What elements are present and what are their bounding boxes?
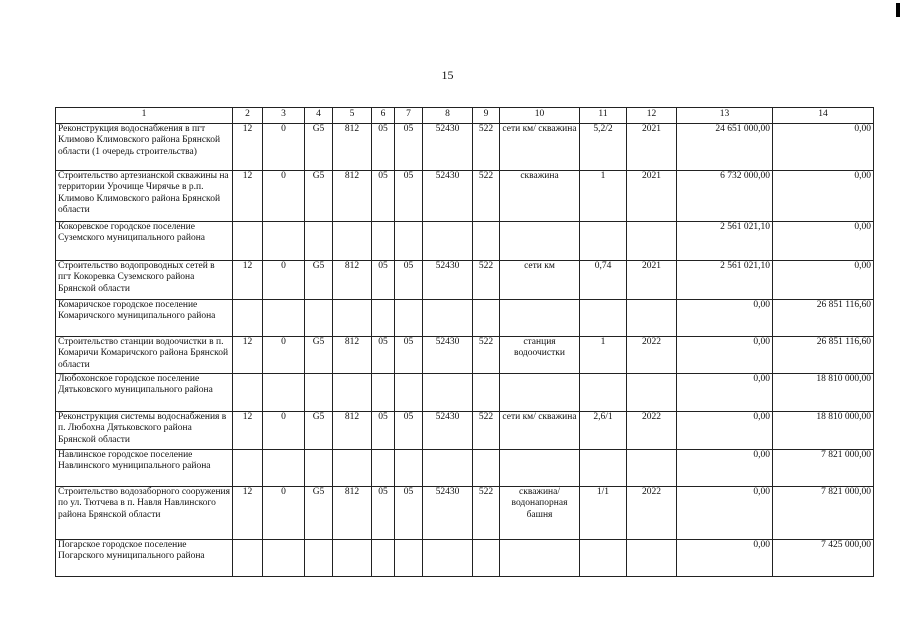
- cell-col11: 5,2/2: [580, 124, 627, 171]
- cell-col8: [423, 540, 473, 577]
- cell-col8: 52430: [423, 337, 473, 374]
- cell-col5: 812: [333, 171, 372, 222]
- cell-col6: 05: [372, 412, 395, 450]
- cell-col2: 12: [233, 261, 263, 300]
- cell-col7: 05: [395, 337, 423, 374]
- cell-col9: 522: [473, 261, 500, 300]
- cell-col8: 52430: [423, 171, 473, 222]
- col-header-7: 7: [395, 108, 423, 124]
- cell-col6: [372, 374, 395, 412]
- col-header-5: 5: [333, 108, 372, 124]
- project-name: Строительство артезианской скважины на территории Урочище Чирячье в р.п. Климово Климовского района Брянской области: [56, 171, 233, 222]
- settlement-name: Навлинское городское поселение Навлинского муниципального района: [56, 450, 233, 487]
- cell-col3: 0: [263, 171, 305, 222]
- cell-col12: [627, 540, 677, 577]
- cell-col9: 522: [473, 412, 500, 450]
- scan-mark: [896, 3, 900, 17]
- header-row: [56, 108, 874, 124]
- cell-col10: [500, 222, 580, 261]
- settlement-name: Погарское городское поселение Погарского муниципального района: [56, 540, 233, 577]
- table-row: [56, 171, 874, 222]
- cell-col10: сети км/ скважина: [500, 124, 580, 171]
- cell-col9: 522: [473, 124, 500, 171]
- cell-col14: 0,00: [773, 171, 874, 222]
- cell-col6: 05: [372, 337, 395, 374]
- col-header-11: 11: [580, 108, 627, 124]
- cell-col2: [233, 300, 263, 337]
- cell-col11: [580, 450, 627, 487]
- cell-col5: [333, 450, 372, 487]
- table-row: [56, 124, 874, 171]
- col-header-8: 8: [423, 108, 473, 124]
- col-header-10: 10: [500, 108, 580, 124]
- table-row: [56, 412, 874, 450]
- cell-col4: [305, 222, 333, 261]
- col-header-13: 13: [677, 108, 773, 124]
- cell-col6: [372, 450, 395, 487]
- cell-col9: [473, 540, 500, 577]
- project-name: Реконструкция водоснабжения в пгт Климово Климовского района Брянской области (1 очередь строительства): [56, 124, 233, 171]
- cell-col7: 05: [395, 171, 423, 222]
- cell-col4: G5: [305, 124, 333, 171]
- cell-col8: 52430: [423, 261, 473, 300]
- cell-col13: 0,00: [677, 487, 773, 540]
- cell-col6: 05: [372, 261, 395, 300]
- table-row: [56, 487, 874, 540]
- cell-col4: G5: [305, 487, 333, 540]
- cell-col2: 12: [233, 171, 263, 222]
- cell-col2: [233, 374, 263, 412]
- cell-col2: [233, 540, 263, 577]
- cell-col9: [473, 300, 500, 337]
- cell-col2: [233, 222, 263, 261]
- cell-col5: 812: [333, 412, 372, 450]
- cell-col9: [473, 450, 500, 487]
- table-row: [56, 540, 874, 577]
- col-header-4: 4: [305, 108, 333, 124]
- cell-col10: скважина: [500, 171, 580, 222]
- cell-col9: [473, 222, 500, 261]
- cell-col13: 0,00: [677, 300, 773, 337]
- cell-col2: [233, 450, 263, 487]
- cell-col5: 812: [333, 487, 372, 540]
- settlement-name: Любохонское городское поселение Дятьковского муниципального района: [56, 374, 233, 412]
- cell-col11: [580, 222, 627, 261]
- cell-col12: [627, 374, 677, 412]
- cell-col3: 0: [263, 124, 305, 171]
- table-row: [56, 261, 874, 300]
- cell-col3: [263, 540, 305, 577]
- cell-col2: 12: [233, 337, 263, 374]
- cell-col11: [580, 374, 627, 412]
- table-row: [56, 450, 874, 487]
- cell-col12: 2022: [627, 487, 677, 540]
- col-header-9: 9: [473, 108, 500, 124]
- cell-col7: 05: [395, 412, 423, 450]
- cell-col12: 2021: [627, 124, 677, 171]
- cell-col8: [423, 374, 473, 412]
- cell-col13: 2 561 021,10: [677, 261, 773, 300]
- cell-col13: 24 651 000,00: [677, 124, 773, 171]
- cell-col11: 0,74: [580, 261, 627, 300]
- cell-col8: [423, 300, 473, 337]
- cell-col4: G5: [305, 337, 333, 374]
- cell-col11: 2,6/1: [580, 412, 627, 450]
- cell-col5: 812: [333, 261, 372, 300]
- cell-col8: 52430: [423, 487, 473, 540]
- cell-col10: [500, 540, 580, 577]
- cell-col6: 05: [372, 171, 395, 222]
- cell-col8: 52430: [423, 412, 473, 450]
- cell-col9: [473, 374, 500, 412]
- cell-col2: 12: [233, 124, 263, 171]
- budget-table: [55, 107, 874, 577]
- cell-col5: 812: [333, 124, 372, 171]
- cell-col14: 0,00: [773, 222, 874, 261]
- cell-col9: 522: [473, 337, 500, 374]
- col-header-2: 2: [233, 108, 263, 124]
- cell-col5: [333, 374, 372, 412]
- cell-col14: 0,00: [773, 261, 874, 300]
- cell-col5: [333, 300, 372, 337]
- cell-col14: 26 851 116,60: [773, 337, 874, 374]
- cell-col3: 0: [263, 487, 305, 540]
- cell-col5: 812: [333, 337, 372, 374]
- project-name: Строительство станции водоочистки в п. Комаричи Комаричского района Брянской области: [56, 337, 233, 374]
- cell-col10: [500, 450, 580, 487]
- cell-col4: G5: [305, 261, 333, 300]
- cell-col13: 0,00: [677, 337, 773, 374]
- cell-col7: 05: [395, 487, 423, 540]
- cell-col6: [372, 300, 395, 337]
- settlement-name: Комаричское городское поселение Комаричского муниципального района: [56, 300, 233, 337]
- cell-col4: G5: [305, 171, 333, 222]
- table-row: [56, 337, 874, 374]
- cell-col13: 0,00: [677, 412, 773, 450]
- cell-col13: 2 561 021,10: [677, 222, 773, 261]
- cell-col4: [305, 374, 333, 412]
- cell-col12: 2022: [627, 412, 677, 450]
- cell-col3: 0: [263, 337, 305, 374]
- cell-col14: 7 821 000,00: [773, 450, 874, 487]
- cell-col14: 7 425 000,00: [773, 540, 874, 577]
- cell-col3: [263, 374, 305, 412]
- cell-col11: [580, 300, 627, 337]
- cell-col6: 05: [372, 124, 395, 171]
- cell-col12: 2021: [627, 171, 677, 222]
- cell-col7: [395, 450, 423, 487]
- cell-col13: 0,00: [677, 450, 773, 487]
- cell-col10: сети км/ скважина: [500, 412, 580, 450]
- cell-col7: [395, 374, 423, 412]
- cell-col10: [500, 374, 580, 412]
- cell-col3: 0: [263, 261, 305, 300]
- cell-col11: 1/1: [580, 487, 627, 540]
- settlement-name: Кокоревское городское поселение Суземского муниципального района: [56, 222, 233, 261]
- cell-col7: [395, 540, 423, 577]
- project-name: Реконструкция системы водоснабжения в п. Любохна Дятьковского района Брянской области: [56, 412, 233, 450]
- project-name: Строительство водопроводных сетей в пгт Кокоревка Суземского района Брянской области: [56, 261, 233, 300]
- cell-col11: [580, 540, 627, 577]
- cell-col14: 18 810 000,00: [773, 412, 874, 450]
- cell-col5: [333, 222, 372, 261]
- cell-col13: 6 732 000,00: [677, 171, 773, 222]
- cell-col14: 18 810 000,00: [773, 374, 874, 412]
- cell-col14: 26 851 116,60: [773, 300, 874, 337]
- cell-col12: 2021: [627, 261, 677, 300]
- cell-col12: 2022: [627, 337, 677, 374]
- table-row: [56, 222, 874, 261]
- cell-col9: 522: [473, 171, 500, 222]
- cell-col7: [395, 300, 423, 337]
- col-header-14: 14: [773, 108, 874, 124]
- cell-col13: 0,00: [677, 374, 773, 412]
- cell-col8: 52430: [423, 124, 473, 171]
- col-header-1: 1: [56, 108, 233, 124]
- cell-col11: 1: [580, 171, 627, 222]
- project-name: Строительство водозаборного сооружения по ул. Тютчева в п. Навля Навлинского района Брянской области: [56, 487, 233, 540]
- cell-col4: [305, 540, 333, 577]
- cell-col4: [305, 450, 333, 487]
- cell-col7: 05: [395, 261, 423, 300]
- cell-col2: 12: [233, 487, 263, 540]
- cell-col9: 522: [473, 487, 500, 540]
- cell-col6: 05: [372, 487, 395, 540]
- col-header-6: 6: [372, 108, 395, 124]
- cell-col10: [500, 300, 580, 337]
- cell-col10: сети км: [500, 261, 580, 300]
- cell-col6: [372, 222, 395, 261]
- page-number: 15: [441, 68, 454, 82]
- cell-col5: [333, 540, 372, 577]
- cell-col8: [423, 222, 473, 261]
- cell-col3: [263, 222, 305, 261]
- cell-col14: 0,00: [773, 124, 874, 171]
- cell-col13: 0,00: [677, 540, 773, 577]
- cell-col2: 12: [233, 412, 263, 450]
- cell-col14: 7 821 000,00: [773, 487, 874, 540]
- table-row: [56, 374, 874, 412]
- cell-col3: [263, 300, 305, 337]
- col-header-12: 12: [627, 108, 677, 124]
- cell-col4: G5: [305, 412, 333, 450]
- cell-col6: [372, 540, 395, 577]
- cell-col12: [627, 222, 677, 261]
- cell-col10: станция водоочистки: [500, 337, 580, 374]
- cell-col11: 1: [580, 337, 627, 374]
- cell-col4: [305, 300, 333, 337]
- table-row: [56, 300, 874, 337]
- cell-col3: [263, 450, 305, 487]
- cell-col7: 05: [395, 124, 423, 171]
- cell-col7: [395, 222, 423, 261]
- cell-col12: [627, 450, 677, 487]
- cell-col12: [627, 300, 677, 337]
- col-header-3: 3: [263, 108, 305, 124]
- cell-col10: скважина/ водонапорная башня: [500, 487, 580, 540]
- cell-col8: [423, 450, 473, 487]
- cell-col3: 0: [263, 412, 305, 450]
